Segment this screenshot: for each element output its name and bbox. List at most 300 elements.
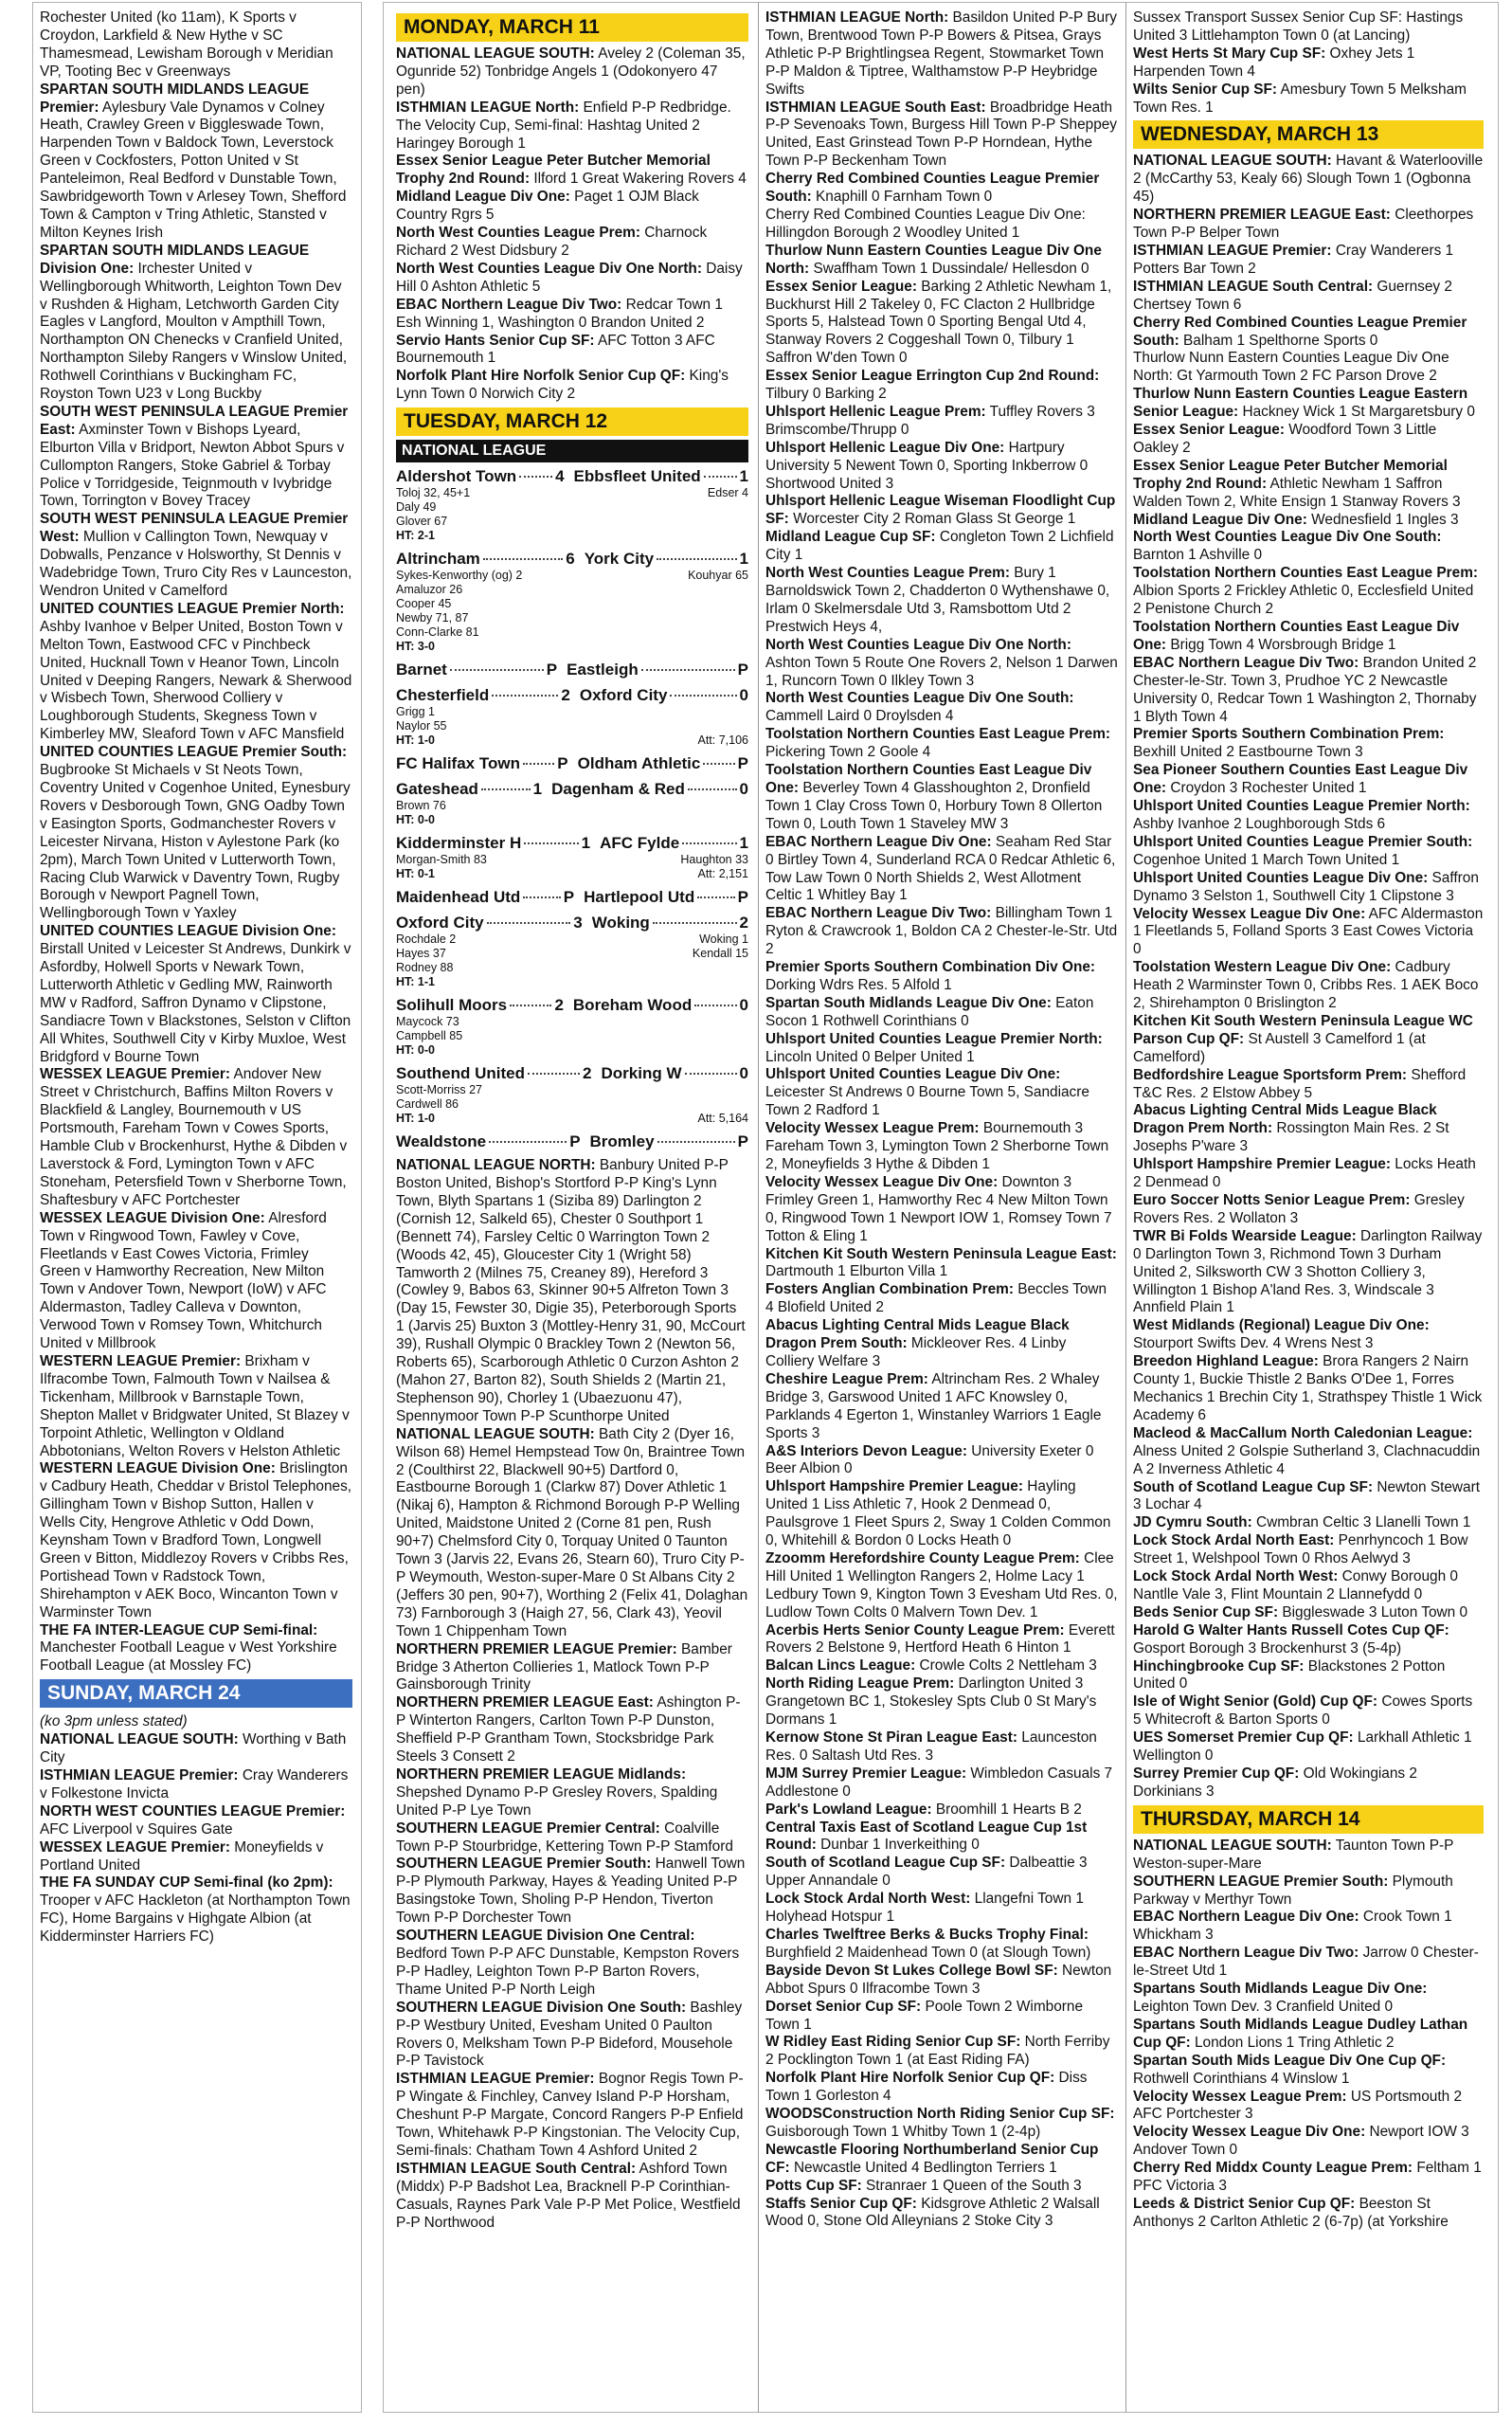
league-name: Premier Sports Southern Combination Prem: [1133,726,1445,743]
result-text: Enfield P-P Redbridge. The Velocity Cup, Semi-final: Hashtag United 2 Haringey Borough 1 [396,99,731,152]
league-name: Newcastle Flooring Northumberland Senior Cup CF: [765,2141,1099,2176]
result-text: Bashley P-P Westbury United, Evesham United 0 Paulton Rovers 0, Melksham Town P-P Bideford, Mousehole P-P Tavistock [396,1999,743,2070]
away-score: 0 [739,780,748,799]
result-text: Manchester Football League v West Yorkshire Football League (at Mossley FC) [40,1639,337,1675]
league-name: Essex Senior League: [1133,422,1285,439]
result-text: Billingham Town 1 Ryton & Crawcrook 1, Boldon CA 2 Chester-le-Str. Utd 2 [765,905,1118,958]
league-name: UES Somerset Premier Cup QF: [1133,1729,1354,1747]
scorers [396,705,748,733]
result-paragraph [1133,619,1484,655]
result-paragraph [396,2071,748,2161]
result-paragraph [1133,1874,1484,1910]
attendance: Att: 5,164 [697,1112,748,1126]
result-paragraph [396,368,748,404]
result-paragraph [1133,565,1484,619]
result-paragraph [1133,1693,1484,1729]
league-name: Uhlsport Hampshire Premier League: [1133,1156,1391,1173]
result-paragraph [396,2161,748,2233]
league-name: Essex Senior League: [765,278,917,295]
result-paragraph [396,1856,748,1928]
scorers [396,486,748,529]
home-scorers: Sykes-Kenworthy (og) 2 Amaluzor 26 Cooper 45 Newby 71, 87 Conn-Clarke 81 [396,569,523,640]
result-paragraph [765,690,1118,726]
home-team: Southend United [396,1064,525,1083]
league-name: North West Counties League Prem: [765,565,1010,582]
league-name: Uhlsport Hellenic League Prem: [765,403,986,420]
result-paragraph [40,923,352,1066]
leader-dots [487,922,571,924]
home-team: Altrincham [396,550,480,569]
result-paragraph [765,905,1118,959]
result-text: Worthing v Bath City [40,1731,347,1766]
result-text: Plymouth Parkway v Merthyr Town [1133,1873,1453,1908]
league-name: Velocity Wessex League Prem: [765,1120,980,1137]
leader-dots [641,669,735,671]
league-name: Cheshire League Prem: [765,1370,928,1387]
result-paragraph [1133,207,1484,243]
result-paragraph [40,1066,352,1209]
scorers [396,1015,748,1043]
result-text: Athletic Newham 1 Saffron Walden Town 2, White Ensign 1 Stanway Rovers 3 [1133,475,1461,510]
result-text: Leighton Town Dev. 3 Cranfield United 0 [1133,1998,1394,2015]
leader-dots [685,1073,737,1075]
match-result [396,995,748,1058]
league-name: North West Counties League Prem: [396,225,640,242]
result-text: Everett Rovers 2 Belstone 9, Hertford Heath 6 Hinton 1 [765,1621,1115,1657]
result-paragraph [1133,350,1484,386]
home-team-score [396,753,520,773]
result-paragraph [765,279,1118,369]
home-team-score [396,685,489,705]
leader-dots [524,842,578,844]
result-paragraph [765,1371,1118,1443]
result-text: Guisborough Town 1 Whitby Town 1 (2-4p) [765,2123,1041,2140]
result-paragraph [765,637,1118,691]
result-paragraph [1133,45,1484,81]
scorers [396,932,748,975]
league-name: Fosters Anglian Combination Prem: [765,1281,1014,1298]
away-score: P [737,888,748,907]
result-text: Beverley Town 4 Glasshoughton 2, Dronfield Town 1 Clay Cross Town 0, Horbury Town 8 Ollerton Town 0, Louth Town 1 Staveley MW 3 [765,779,1103,832]
leader-dots [510,1005,551,1006]
result-text: Ashford Town (Middx) P-P Badshot Lea, Bracknell P-P Corinthian-Casuals, Raynes Park Vale P-P Met Police, Westfield P-P Northwood [396,2160,741,2231]
league-name: ISTHMIAN LEAGUE Premier: [396,2071,595,2088]
day-heading: WEDNESDAY, MARCH 13 [1133,120,1484,149]
result-text: Wednesfield 1 Ingles 3 [1311,511,1459,528]
league-name: Dorset Senior Cup SF: [765,1998,922,2015]
league-name: NORTHERN PREMIER LEAGUE Midlands: [396,1765,687,1783]
match-result [396,660,748,679]
league-name: Uhlsport Hellenic League Wiseman Floodlight Cup SF: [765,493,1116,528]
result-paragraph [765,1622,1118,1658]
scorers [396,853,748,867]
result-paragraph [1133,1353,1484,1425]
league-name: Thurlow Nunn Eastern Counties League Div One North: [765,242,1102,277]
result-paragraph [1133,1102,1484,1156]
league-name: Euro Soccer Notts Senior League Prem: [1133,1192,1411,1208]
leader-dots [670,695,736,697]
result-text: Mullion v Callington Town, Newquay v Dobwalls, Penzance v Holsworthy, St Dennis v Wadebridge Town, Truro City Res v Launceston, Wendron United v Camelford [40,529,352,599]
result-text: University Exeter 0 Beer Albion 0 [765,1442,1094,1477]
away-team: AFC Fylde [600,834,680,853]
league-name: Potts Cup SF: [765,2177,862,2194]
result-text: Cherry Red Combined Counties League Div One: Hillingdon Borough 2 Woodley United 1 [765,206,1086,241]
result-text: Seaham Red Star 0 Birtley Town 4, Sunderland RCA 0 Redcar Athletic 6, Tow Law Town 0 North Shields 2, West Allotment Celtic 1 Whitley Bay 1 [765,833,1116,904]
result-text: Diss Town 1 Gorleston 4 [765,2070,1088,2105]
result-paragraph [1133,1658,1484,1694]
result-text: London Lions 1 Tring Athletic 2 [1194,2034,1395,2051]
league-name: Macleod & MacCallum North Caledonian League: [1133,1424,1473,1441]
league-name: NATIONAL LEAGUE SOUTH: [1133,1837,1332,1854]
result-paragraph [1133,1532,1484,1568]
league-name: Charles Twelftree Berks & Bucks Trophy Final: [765,1926,1089,1943]
away-score: 1 [739,834,748,853]
result-paragraph [40,1767,352,1803]
league-name: WESSEX LEAGUE Premier: [40,1066,230,1083]
result-paragraph [1133,153,1484,207]
result-text: Altrincham Res. 2 Whaley Bridge 3, Garswood United 1 AFC Knowsley 0, Parklands 4 Egerton 1, Winstanley Warriors 1 Eagle Sports 3 [765,1370,1102,1441]
away-score: P [737,754,748,773]
result-text: Beccles Town 4 Blofield United 2 [765,1281,1107,1316]
league-name: Isle of Wight Senior (Gold) Cup QF: [1133,1693,1378,1711]
result-paragraph [40,81,352,243]
result-paragraph [396,100,748,154]
result-paragraph [1133,798,1484,834]
leader-dots [481,788,531,790]
attendance: Att: 7,106 [697,733,748,748]
result-paragraph [40,601,352,744]
result-text: Ilford 1 Great Wakering Rovers 4 [533,171,747,188]
result-text: AFC Totton 3 AFC Bournemouth 1 [396,332,715,367]
result-text: Tilbury 0 Barking 2 [765,386,887,403]
result-text: Bournemouth 3 Fareham Town 3, Lymington Town 2 Sherborne Town 2, Moneyfields 3 Hythe & Dibden 1 [765,1120,1109,1172]
result-text: Brora Rangers 2 Nairn County 1, Buckie Thistle 2 Banks O'Dee 1, Forres Mechanics 1 Brechin City 1, Strathspey Thistle 1 Wick Academy 6 [1133,1353,1483,1423]
scorers [396,1083,748,1112]
result-paragraph [765,1999,1118,2035]
scorers [396,799,748,813]
league-name: ISTHMIAN LEAGUE North: [396,99,580,116]
result-text: Downton 3 Frimley Green 1, Hamworthy Rec 4 New Milton Town 0, Ringwood Town 1 Newport IOW 1, Romsey Town 7 Totton & Eling 1 [765,1173,1112,1244]
result-text: Jarrow 0 Chester-le-Street Utd 1 [1133,1945,1479,1980]
league-name: Midland League Div One: [1133,511,1307,528]
results-column-2 [396,9,748,2409]
league-name: Premier Sports Southern Combination Div One: [765,959,1096,976]
result-text: Brislington v Cadbury Heath, Cheddar v Bristol Telephones, Gillingham Town v Bishop Sutton, Hallen v Wells City, Hengrove Athletic v Odd Down, Keynsham Town v Bradford Town, Longwell Green v Bitton, Middlezoy Rovers v Cribbs Res, Portishead Town v Radstock Town, Shirehampton v AEK Boco, Wincanton Town v Warminster Town [40,1460,352,1620]
home-team: FC Halifax Town [396,754,520,773]
result-text: Burghfield 2 Maidenhead Town 0 (at Slough Town) [765,1944,1091,1961]
league-name: ISTHMIAN LEAGUE South Central: [1133,278,1374,295]
leader-dots [653,922,737,924]
home-team: Barnet [396,661,447,679]
home-team: Chesterfield [396,686,490,705]
half-time-attendance [396,813,748,827]
league-name: SOUTH WEST PENINSULA LEAGUE Premier West: [40,511,349,546]
result-paragraph [396,1928,748,2000]
home-scorers: Scott-Morriss 27 Cardwell 86 [396,1083,482,1112]
league-name: ISTHMIAN LEAGUE South Central: [396,2160,637,2177]
home-team-score [396,660,447,679]
match-result [396,466,748,543]
half-time-score: HT: 3-0 [396,640,435,654]
home-team: Gateshead [396,780,478,799]
result-paragraph [1133,1981,1484,2017]
league-name: Abacus Lighting Central Mids League Black Dragon Prem South: [765,1317,1070,1352]
league-name: Velocity Wessex League Prem: [1133,2088,1347,2105]
result-text: Andover New Street v Christchurch, Baffins Milton Rovers v Blackfield & Langley, Bournemouth v US Portsmouth, Fareham Town v Cowes Sports, Hamble Club v Brockenhurst, Hythe & Dibden v Laverstock & Ford, Lymington Town v AFC Stoneham, Petersfield Town v Sherborne Town, Shaftesbury v AFC Portchester [40,1066,348,1208]
result-paragraph [1133,1568,1484,1604]
result-text: Woodford Town 3 Little Oakley 2 [1133,422,1437,456]
result-paragraph [40,404,352,511]
league-name: Toolstation Northern Counties East League Prem: [1133,565,1479,582]
league-name: ISTHMIAN LEAGUE Premier: [40,1767,239,1783]
league-name: Spartans South Midlands League Dudley Lathan Cup QF: [1133,2016,1468,2051]
result-paragraph [1133,1317,1484,1353]
league-name: NORTHERN PREMIER LEAGUE East: [1133,207,1391,224]
result-paragraph [396,1426,748,1641]
result-paragraph [1133,1013,1484,1067]
league-name: Sea Pioneer Southern Counties East League Div One: [1133,762,1468,797]
result-paragraph [1133,906,1484,960]
match-result [396,1132,748,1151]
league-name: A&S Interiors Devon League: [765,1442,967,1459]
result-text: Penrhyncoch 1 Bow Street 1, Welshpool Town 0 Rhos Aelwyd 3 [1133,1532,1468,1567]
home-scorers: Morgan-Smith 83 [396,853,487,867]
result-text: Rossington Main Res. 2 St Josephs P'ware 3 [1133,1120,1449,1155]
result-paragraph [1133,1945,1484,1981]
result-text: Hartpury University 5 Newent Town 0, Sporting Inkberrow 0 Shortwood United 3 [765,439,1089,492]
result-text: Alresford Town v Ringwood Town, Fawley v Cove, Fleetlands v East Cowes Victoria, Frimley Green v Hamworthy Recreation, New Milton Town v Andover Town, Newport (IoW) v AFC Aldermaston, Tadley Calleva v Downton, Verwood Town v Romsey Town, Whitchurch United v Millbrook [40,1209,327,1352]
result-paragraph [1133,529,1484,565]
result-paragraph [765,1963,1118,1999]
result-text: Gosport Borough 3 Brockenhurst 3 (5-4p) [1133,1639,1402,1657]
league-name: SPARTAN SOUTH MIDLANDS LEAGUE Division One: [40,242,310,277]
league-name: UNITED COUNTIES LEAGUE Division One: [40,923,336,940]
result-paragraph [40,1839,352,1875]
result-text: Dorking Wdrs Res. 5 Alfold 1 [765,976,952,993]
result-text: King's Lynn Town 0 Norwich City 2 [396,368,729,403]
league-name: North West Counties League Div One South: [1133,529,1442,546]
results-column-3 [765,9,1118,2409]
league-name: Uhlsport Hellenic League Div One: [765,439,1005,456]
leader-dots [523,763,554,765]
result-paragraph [1133,81,1484,118]
result-paragraph [765,1174,1118,1246]
match-scoreline [396,466,748,486]
result-paragraph [1133,1067,1484,1103]
result-text: Crook Town 1 Whickham 3 [1133,1909,1452,1944]
result-text: Balham 1 Spelthorne Sports 0 [1183,332,1378,349]
result-paragraph [765,995,1118,1031]
away-team: Dorking W [601,1064,682,1083]
result-paragraph [1133,458,1484,512]
half-time-attendance [396,975,748,989]
result-text: Stranraer 1 Queen of the South 3 [866,2177,1082,2194]
result-text: Newton Stewart 3 Lochar 4 [1133,1478,1481,1513]
league-name: Breedon Highland League: [1133,1353,1319,1370]
away-team: Oxford City [579,686,668,705]
league-name: WESTERN LEAGUE Division One: [40,1460,276,1477]
result-paragraph [765,1765,1118,1801]
home-team: Solihull Moors [396,996,508,1015]
league-name: EBAC Northern League Div Two: [1133,654,1359,671]
result-text: Broadbridge Heath P-P Sevenoaks Town, Burgess Hill Town P-P Sheppey United, East Grinstead Town P-P Horndean, Hythe Town P-P Beckenham Town [765,99,1118,170]
half-time-score: HT: 1-0 [396,1112,435,1126]
result-text: Redcar Town 1 Esh Winning 1, Washington 0 Brandon United 2 [396,296,723,331]
result-text: Shefford T&C Res. 2 Elstow Abbey 5 [1133,1066,1467,1101]
result-text: Leicester St Andrews 0 Bourne Town 5, Sandiacre Town 2 Radford 1 [765,1084,1089,1119]
home-team-score [396,1132,486,1151]
result-text: Hackney Wick 1 St Margaretsbury 0 [1242,404,1475,421]
half-time-attendance [396,1112,748,1126]
league-name: Velocity Wessex League Div One: [765,1173,999,1190]
league-name: Lock Stock Ardal North West: [1133,1568,1339,1585]
result-text: Bury 1 Barnoldswick Town 2, Chadderton 0 Wythenshawe 0, Irlam 0 Skelmersdale Utd 3, Ramsbottom Utd 2 Prestwich Heys 4, [765,565,1110,635]
home-team-score [396,887,520,907]
result-paragraph [1133,726,1484,762]
away-scorers: Woking 1 Kendall 15 [692,932,748,961]
result-text: Old Wokingians 2 Dorkinians 3 [1133,1765,1417,1800]
day-heading: SUNDAY, MARCH 24 [40,1679,352,1708]
league-name: WESTERN LEAGUE Premier: [40,1352,242,1369]
result-text: Wimbledon Casuals 7 Addlestone 0 [765,1765,1113,1800]
league-name: SOUTHERN LEAGUE Premier South: [396,1856,652,1873]
result-paragraph [40,9,352,81]
league-name: Lock Stock Ardal North East: [1133,1532,1335,1549]
league-name: Velocity Wessex League Div One: [1133,905,1366,922]
half-time-attendance [396,1043,748,1058]
result-text: Albion Sports 2 Frickley Athletic 0, Ecclesfield United 2 Penistone Church 2 [1133,583,1474,618]
home-score: 6 [566,550,575,569]
result-paragraph [765,404,1118,440]
away-score: 0 [739,686,748,705]
home-team: Aldershot Town [396,467,517,486]
away-score: 0 [739,1064,748,1083]
result-paragraph [1133,1192,1484,1228]
league-name: MJM Surrey Premier League: [765,1765,967,1782]
result-text: Pickering Town 2 Goole 4 [765,744,931,761]
leader-dots [657,558,736,560]
league-name: Uhlsport Hampshire Premier League: [765,1478,1023,1495]
league-name: ISTHMIAN LEAGUE Premier: [1133,242,1332,259]
result-text: Barnton 1 Ashville 0 [1133,547,1263,564]
league-name: Zzoomm Herefordshire County League Prem: [765,1549,1080,1566]
result-text: Ashton Town 5 Route One Rovers 2, Nelson 1 Darwen 1, Runcorn Town 0 Ilkley Town 3 [765,654,1118,689]
result-text: Taunton Town P-P Weston-super-Mare [1133,1837,1454,1872]
result-paragraph [1133,1425,1484,1479]
league-name: Uhlsport United Counties League Premier North: [765,1030,1103,1047]
note: (ko 3pm unless stated) [40,1713,188,1730]
result-text: Congleton Town 2 Lichfield City 1 [765,529,1114,564]
result-text: US Portsmouth 2 AFC Portchester 3 [1133,2088,1463,2123]
result-paragraph [1133,1765,1484,1801]
home-scorers: Grigg 1 Naylor 55 [396,705,447,733]
result-text: Hanwell Town P-P Plymouth Parkway, Hayes & Yeading United P-P Basingstoke Town, Sholing P-P Hendon, Tiverton Town P-P Dorchester Town [396,1856,746,1927]
result-text: Bath City 2 (Dyer 16, Wilson 68) Hemel Hempstead Tow 0n, Braintree Town 2 (Coulthirst 22, Blackwell 90+5) Dartford 0, Eastbourne Borough 1 (Clarkw 87) Dover Athletic 1 (Nikaj 6), Hampton & Richmond Borough P-P Welling United, Maidstone United 2 (Corne 81 pen, Rush 90+7) Chelmsford City 0, Torquay United 0 Taunton Town 3 (Jarvis 22, Evans 26, Stearn 60), Truro City P-P Weymouth, Weston-super-Mare 0 St Albans City 2 (Jeffers 30 pen, 90+7), Worthing 2 (Felix 41, Dolaghan 73) Farnborough 3 (Haigh 27, 56, Clark 43), Yeovil Town 1 Chippenham Town [396,1425,748,1639]
half-time-score: HT: 0-0 [396,813,435,827]
league-name: Kernow Stone St Piran League East: [765,1729,1017,1746]
result-text: Rothwell Corinthians 4 Winslow 1 [1133,2070,1350,2087]
league-name: EBAC Northern League Div Two: [396,296,622,313]
result-paragraph [1133,1479,1484,1515]
result-paragraph [1133,1909,1484,1945]
result-text: Ashby Ivanhoe v Belper United, Boston Town v Melton Town, Eastwood CFC v Pinchbeck United, Hucknall Town v Heanor Town, Lincoln United v Deeping Rangers, Newark & Sherwood v Wisbech Town, Sherwood Colliery v Loughborough Students, Skegness Town v Kimberley MW, Sleaford Town v AFC Mansfield [40,618,352,743]
home-score: 2 [554,996,564,1015]
results-column-4 [1133,9,1484,2409]
league-name: SOUTHERN LEAGUE Premier Central: [396,1820,660,1837]
result-paragraph [765,1657,1118,1675]
result-paragraph [765,834,1118,906]
match-scoreline [396,913,748,932]
league-name: Balcan Lincs League: [765,1657,916,1675]
league-name: Kitchen Kit South Western Peninsula League WC Parson Cup QF: [1133,1012,1473,1047]
leader-dots [694,1005,736,1006]
match-scoreline [396,833,748,853]
league-name: EBAC Northern League Div One: [765,833,992,850]
match-result [396,685,748,748]
home-team: Wealdstone [396,1132,487,1151]
result-text: St Austell 3 Camelford 1 (at Camelford) [1133,1030,1426,1065]
league-name: Lock Stock Ardal North West: [765,1891,971,1908]
result-paragraph [765,1729,1118,1765]
away-team: Eastleigh [567,661,639,679]
result-paragraph [765,368,1118,404]
league-name: Cherry Red Combined Counties League Premier South: [1133,314,1467,349]
league-name: Uhlsport United Counties League Div One: [1133,869,1429,886]
league-name: EBAC Northern League Div Two: [1133,1945,1359,1962]
result-paragraph [1133,512,1484,530]
match-result [396,833,748,881]
result-text: Bedford Town P-P AFC Dunstable, Kempston Rovers P-P Hadley, Leighton Town P-P Barton Rovers, Thame United P-P North Leigh [396,1946,740,1998]
result-text: Aveley 2 (Coleman 35, Ogunride 52) Tonbridge Angels 1 (Odokonyero 47 pen) [396,45,746,98]
league-name: Midland League Div One: [396,189,570,206]
result-paragraph [765,207,1118,243]
leader-dots [703,763,734,765]
result-text: Broomhill 1 Hearts B 2 [935,1801,1082,1818]
league-name: WESSEX LEAGUE Division One: [40,1209,265,1226]
match-result [396,549,748,654]
result-paragraph [40,1460,352,1621]
half-time-score: HT: 1-0 [396,733,435,748]
league-name: Bayside Devon St Lukes College Bowl SF: [765,1962,1058,1979]
league-name: EBAC Northern League Div Two: [765,905,992,922]
result-paragraph [1133,1729,1484,1765]
day-heading: THURSDAY, MARCH 14 [1133,1805,1484,1834]
result-paragraph [765,1891,1118,1927]
half-time-attendance [396,640,748,654]
result-text: Barking 2 Athletic Newham 1, Buckhurst Hill 2 Takeley 0, FC Clacton 2 Hullbridge Sports 5, Halstead Town 0 Sporting Bengal Utd 4, Stanway Rovers 2 Coggeshall Town 0, Tilbury 1 Saffron W'den Town 0 [765,278,1112,367]
league-name: Uhlsport United Counties League Premier North: [1133,798,1470,815]
result-paragraph [765,1066,1118,1120]
result-paragraph [765,1855,1118,1891]
league-name: North Riding League Prem: [765,1675,955,1693]
league-name: Staffs Senior Cup QF: [765,2195,917,2212]
home-team-score [396,549,480,569]
league-name: Surrey Premier Cup QF: [1133,1765,1300,1782]
home-score: 1 [532,780,543,799]
match-result [396,1063,748,1126]
fixtures-column-1 [40,9,352,2409]
result-paragraph [765,2034,1118,2070]
away-scorers: Haughton 33 [680,853,748,867]
result-paragraph [765,565,1118,637]
result-paragraph [765,1801,1118,1820]
league-name: Essex Senior League Errington Cup 2nd Round: [765,368,1100,385]
league-bar: NATIONAL LEAGUE [396,440,748,462]
league-name: WOODSConstruction North Riding Senior Cup SF: [765,2106,1115,2123]
result-text: Conwy Borough 0 Nantlle Vale 3, Flint Mountain 2 Llannefydd 0 [1133,1568,1458,1602]
half-time-attendance [396,529,748,543]
result-paragraph [765,493,1118,529]
